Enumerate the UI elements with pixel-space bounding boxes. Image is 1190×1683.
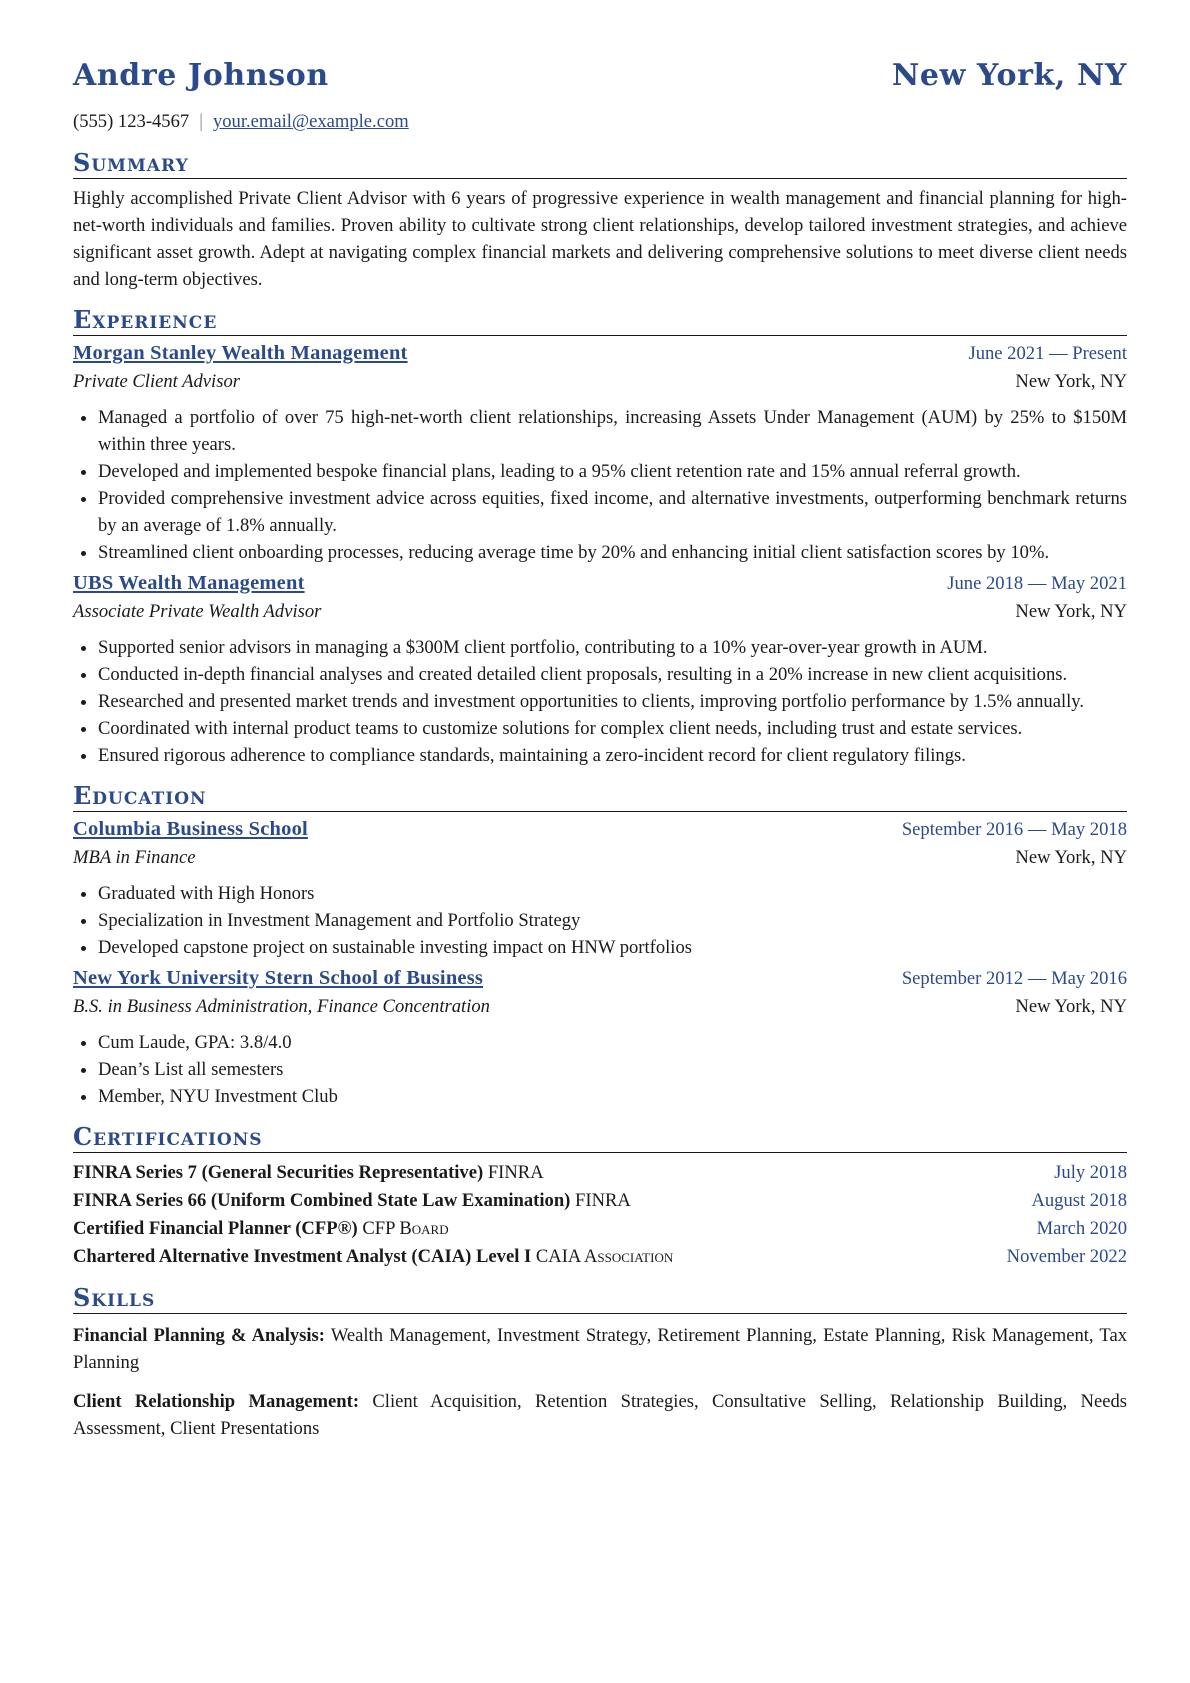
school-location: New York, NY xyxy=(1015,847,1127,868)
skill-group-items: Wealth Management, Investment Strategy, Retirement Planning, Estate Planning, Risk Management, Tax Planning xyxy=(73,1325,1127,1373)
certification-row xyxy=(73,1243,1127,1271)
phone-number: (555) 123-4567 xyxy=(73,111,190,132)
school-location: New York, NY xyxy=(1015,996,1127,1017)
list-item: • Managed a portfolio of over 75 high-net-worth client relationships, increasing Assets Under Management (AUM) by 25% to $150M within three years. xyxy=(98,404,1127,458)
experience-entry xyxy=(73,340,1127,566)
certification-date: March 2020 xyxy=(1036,1218,1127,1239)
degree: MBA in Finance xyxy=(73,847,196,868)
resume-page xyxy=(73,58,1127,1442)
experience-entry xyxy=(73,570,1127,769)
section-heading-certifications: Certifications xyxy=(73,1122,1127,1153)
certification-name: FINRA Series 7 (General Securities Representative) xyxy=(73,1162,484,1183)
list-item: • Streamlined client onboarding processes, reducing average time by 20% and enhancing initial client satisfaction scores by 10%. xyxy=(98,539,1127,566)
employer-link[interactable]: Morgan Stanley Wealth Management xyxy=(73,342,408,364)
employment-dates: June 2021 — Present xyxy=(968,343,1127,364)
study-dates: September 2016 — May 2018 xyxy=(901,819,1127,840)
summary-text: Highly accomplished Private Client Advisor with 6 years of progressive experience in wealth management and financial planning for high-net-worth individuals and families. Proven ability to cultivate strong client relationships, develop tailored investment strategies, and achieve significant asset growth. Adept at navigating complex financial markets and delivering comprehensive solutions to meet diverse client needs and long-term objectives. xyxy=(73,188,1127,290)
list-item: • Coordinated with internal product teams to customize solutions for complex client needs, including trust and estate services. xyxy=(98,715,1127,742)
education-details xyxy=(73,1029,1127,1110)
list-item: • Member, NYU Investment Club xyxy=(98,1083,1127,1110)
contact-separator: | xyxy=(199,111,203,132)
list-item: • Researched and presented market trends and investment opportunities to clients, improving portfolio performance by 1.5% annually. xyxy=(98,688,1127,715)
certification-issuer: FINRA xyxy=(575,1190,631,1211)
achievement-list xyxy=(73,634,1127,769)
list-item: • Ensured rigorous adherence to compliance standards, maintaining a zero-incident record for client regulatory filings. xyxy=(98,742,1127,769)
section-heading-skills: Skills xyxy=(73,1283,1127,1314)
certification-row xyxy=(73,1159,1127,1187)
contact-line xyxy=(73,108,1127,136)
school-link[interactable]: Columbia Business School xyxy=(73,818,308,840)
skill-group-items: Client Acquisition, Retention Strategies, Consultative Selling, Relationship Building, Needs Assessment, Client Presentations xyxy=(73,1391,1127,1439)
study-dates: September 2012 — May 2016 xyxy=(901,968,1127,989)
certification-issuer: CFP Board xyxy=(362,1218,449,1239)
list-item: • Conducted in-depth financial analyses and created detailed client proposals, resulting in a 20% increase in new client acquisitions. xyxy=(98,661,1127,688)
skill-group-label: Client Relationship Management: xyxy=(73,1391,360,1412)
list-item: • Provided comprehensive investment advice across equities, fixed income, and alternative investments, outperforming benchmark returns by an average of 1.8% annually. xyxy=(98,485,1127,539)
education-entry xyxy=(73,816,1127,961)
school-link[interactable]: New York University Stern School of Business xyxy=(73,967,484,989)
list-item: • Specialization in Investment Management and Portfolio Strategy xyxy=(98,907,1127,934)
list-item: • Developed and implemented bespoke financial plans, leading to a 95% client retention rate and 15% annual referral growth. xyxy=(98,458,1127,485)
list-item: • Developed capstone project on sustainable investing impact on HNW portfolios xyxy=(98,934,1127,961)
job-title: Private Client Advisor xyxy=(73,371,240,392)
section-heading-experience: Experience xyxy=(73,305,1127,336)
skill-group xyxy=(73,1388,1127,1442)
employer-link[interactable]: UBS Wealth Management xyxy=(73,572,305,594)
achievement-list xyxy=(73,404,1127,566)
certification-date: July 2018 xyxy=(1054,1162,1127,1183)
certification-row xyxy=(73,1215,1127,1243)
job-location: New York, NY xyxy=(1015,601,1127,622)
certification-date: August 2018 xyxy=(1031,1190,1127,1211)
resume-header xyxy=(73,58,1127,102)
certification-name: FINRA Series 66 (Uniform Combined State Law Examination) xyxy=(73,1190,571,1211)
candidate-name: Andre Johnson xyxy=(73,58,329,93)
certification-date: November 2022 xyxy=(1006,1246,1127,1267)
list-item: • Graduated with High Honors xyxy=(98,880,1127,907)
job-title: Associate Private Wealth Advisor xyxy=(73,601,322,622)
skill-group-label: Financial Planning & Analysis: xyxy=(73,1325,325,1346)
employment-dates: June 2018 — May 2021 xyxy=(947,573,1127,594)
certification-row xyxy=(73,1187,1127,1215)
email-link[interactable]: your.email@example.com xyxy=(212,111,409,132)
candidate-location: New York, NY xyxy=(891,58,1127,93)
section-heading-summary: Summary xyxy=(73,148,1127,179)
certification-name: Certified Financial Planner (CFP®) xyxy=(73,1218,358,1239)
skill-group xyxy=(73,1322,1127,1376)
section-heading-education: Education xyxy=(73,781,1127,812)
job-location: New York, NY xyxy=(1015,371,1127,392)
certification-list xyxy=(73,1159,1127,1271)
certification-name: Chartered Alternative Investment Analyst (CAIA) Level I xyxy=(73,1246,532,1267)
education-details xyxy=(73,880,1127,961)
list-item: • Dean’s List all semesters xyxy=(98,1056,1127,1083)
certification-issuer: CAIA Association xyxy=(535,1246,674,1267)
list-item: • Supported senior advisors in managing a $300M client portfolio, contributing to a 10% year-over-year growth in AUM. xyxy=(98,634,1127,661)
education-entry xyxy=(73,965,1127,1110)
certification-issuer: FINRA xyxy=(487,1162,544,1183)
list-item: • Cum Laude, GPA: 3.8/4.0 xyxy=(98,1029,1127,1056)
degree: B.S. in Business Administration, Finance Concentration xyxy=(73,996,490,1017)
